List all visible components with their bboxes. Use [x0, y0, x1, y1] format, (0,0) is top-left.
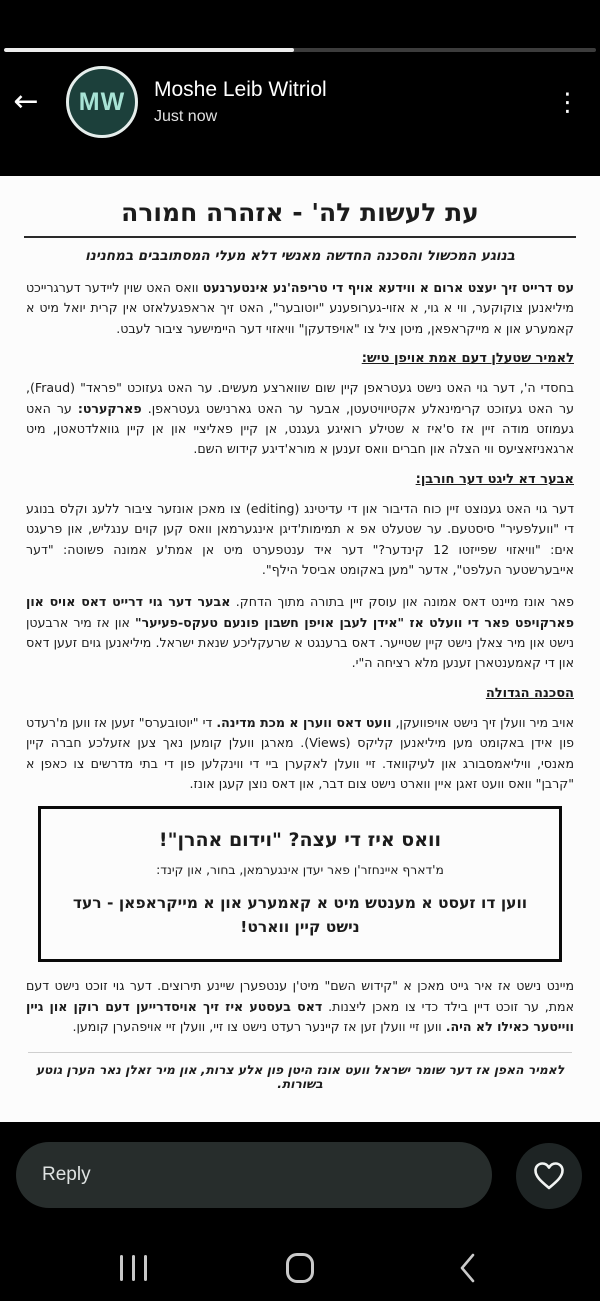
like-button[interactable]: [516, 1143, 582, 1209]
paragraph-advice-a: מיינט נישט אז איר גייט מאכן א "קידוש השם" מיט'ן ענטפערן שיינע תירוצים. דער גוי זוכט נישט דעם אמת, ער זוכט דיין בילד כדי צו מאכן ליצנות.: [26, 978, 574, 1014]
paragraph-intro: [26, 278, 574, 339]
paragraph-advice-bold: דאס בעסטע איז זיך אויסדרייען דעם רוקן און גיין ווייטער כאילו לא היה.: [26, 998, 574, 1035]
header-text: [154, 78, 327, 126]
reply-input[interactable]: [16, 1142, 492, 1208]
footer-divider: [28, 1052, 572, 1053]
heart-icon: [532, 1160, 566, 1192]
document-title: עת לעשות לה' - אזהרה חמורה: [121, 198, 479, 227]
paragraph-truth-bold: פארקערט:: [77, 400, 142, 416]
nav-recents-button[interactable]: [103, 1240, 163, 1296]
paragraph-truth-a: בחסדי ה', דער גוי האט נישט געטראפן קיין שום שווארצע מעשים. ער האט געזוכט "פראד" (Fraud), ער האט געזוכט קרימינאלע אקטיוויטעטן, אבער ער האט גארנישט געטראפן.: [26, 380, 574, 416]
paragraph-welfare: [26, 592, 574, 674]
paragraph-danger-a: אויב מיר וועלן זיך נישט אויפוועקן,: [391, 714, 574, 730]
recents-icon: [120, 1255, 147, 1281]
home-icon: [286, 1253, 314, 1283]
paragraph-welfare-a: פאר אונז מיינט דאס אמונה און עוסק זיין בתורה מתוך הדחק.: [230, 594, 574, 610]
paragraph-advice-b: ווען זיי וועלן זען אז קיינער רעדט נישט צו זיי, וועלן זיי אויפהערן קומען.: [72, 1019, 446, 1035]
status-header: [0, 56, 600, 148]
paragraph-advice: [26, 976, 574, 1037]
nav-home-button[interactable]: [270, 1240, 330, 1296]
section-heading-danger: הסכנה הגדולה: [485, 685, 574, 701]
nav-back-button[interactable]: [437, 1240, 497, 1296]
section-heading-truth: לאמיר שטעלן דעם אמת אויפן טיש:: [361, 351, 574, 367]
paragraph-intro-rest: וואס האט שוין ליידער דערגרייכט מיליאנען צוקוקער, ווי א גוי, א אזוי-גערופענע "יוטובער", האט זיך אראפגעלאזט אין קרית יואל מיט א קאמערע און א מייקראפאן, מיטן ציל צו "אויפדעקן" וויאזוי דער היימישער ציבור לעבט.: [26, 280, 574, 336]
advice-box-instruction: ווען דו זעסט א מענטש מיט א קאמערע און א מייקראפאן - רעד נישט קיין ווארט!: [72, 894, 528, 937]
advice-box-title: וואס איז די עצה? "וידום אהרן"!: [158, 829, 442, 852]
kebab-menu-button[interactable]: [545, 82, 590, 123]
paragraph-danger: [26, 713, 574, 795]
status-media-document[interactable]: [0, 176, 600, 1122]
advice-box-intro: מ'דארף איינחזר'ן פאר יעדן אינגערמאן, בחור, און קינד:: [156, 863, 444, 878]
paragraph-danger-b: די "יוטובערס" זעען אז ווען מ'רעדט פון אידן באקומט מען מיליאנען קליקס (Views). מארגן וועלן קומען נאך צען אזעלכע חברה קיין מאנסי, וויליאמסבורג און לעיקוואד. זיי וועלן לאקערן ביי די ווינקלען פון די בתי מדרשים צו כאפן א "קרבן" וואס וועט זאגן איין ווארט נישט צום דבר, און דאס נוצן קעגן אונז.: [26, 714, 574, 792]
document-subtitle: בנוגע המכשול והסכנה החדשה מאנשי דלא מעלי המסתובבים במחנינו: [85, 248, 515, 264]
chevron-left-icon: [456, 1251, 478, 1285]
back-arrow-icon: ←: [13, 84, 39, 119]
contact-name: Moshe Leib Witriol: [154, 78, 327, 101]
paragraph-editing: דער גוי האט גענוצט זיין כוח הדיבור און די עדיטינג (editing) צו מאכן אונזער ציבור ללעג וקלס בנוגע די "וועלפעיר" סיסטעם. ער שטעלט אפ א תמימות'דיגן אינגערמאן וואס קען קוים ענגליש, און פרעגט אים: "וויאזוי שפייזטו 12 קינדער?" דער איד ענטפערט מיט אן אמת'ע אמונה פשוטה: "דער אייבערשטער העלפט", אדער "מען באקומט אביסל הילף".: [26, 500, 574, 577]
status-progress-track: [4, 48, 596, 52]
paragraph-truth: [26, 378, 574, 460]
avatar[interactable]: [66, 66, 138, 138]
paragraph-intro-bold: עס דרייט זיך יעצט ארום א ווידעא אויף די טריפה'נע אינטערנעט: [202, 280, 574, 295]
title-divider: [24, 236, 576, 238]
status-progress-viewed: [4, 48, 294, 52]
android-nav-bar: [0, 1240, 600, 1301]
back-button[interactable]: [0, 84, 52, 119]
document-footer: לאמיר האפן אז דער שומר ישראל וועט אונז היטן פון אלע צרות, און מיר זאלן נאר הערן גוטע בשורות.: [35, 1062, 565, 1091]
avatar-initials: MW: [78, 87, 126, 116]
section-heading-churban: אבער דא ליגט דער חורבן:: [415, 471, 574, 487]
paragraph-truth-b: ער האט געמוזט מודה זיין אז ס'איז א שטילע רואיגע געגנט, אן קיין פאליציי און אן קיין גוואלדטאטן, מיט ארגאניזאציעס ווי הצלה און חברים וואס זענען א מורא'דיגע קידוש השם.: [26, 400, 574, 457]
advice-box: [38, 806, 562, 962]
paragraph-danger-bold: וועט דאס ווערן א מכת מדינה.: [216, 714, 392, 730]
paragraph-welfare-b: און אז מיר ארבעטן נישט און מיר צאלן נישט קיין שטייער. דאס ברענגט א שרעקליכע שנאת ישראל. מיליאנען גוים זעען דאס און די קאמענטארן זענען מלא רציחה ה"י.: [26, 614, 574, 671]
paragraph-welfare-bold: אבער דער גוי דרייט דאס אויס און פארקויפט פאר די וועלט אז "אידן לעבן אויפן חשבון פונעם טעקס-פעיער": [26, 594, 574, 630]
status-timestamp: Just now: [154, 108, 218, 125]
kebab-menu-icon: ⋮: [555, 87, 580, 117]
